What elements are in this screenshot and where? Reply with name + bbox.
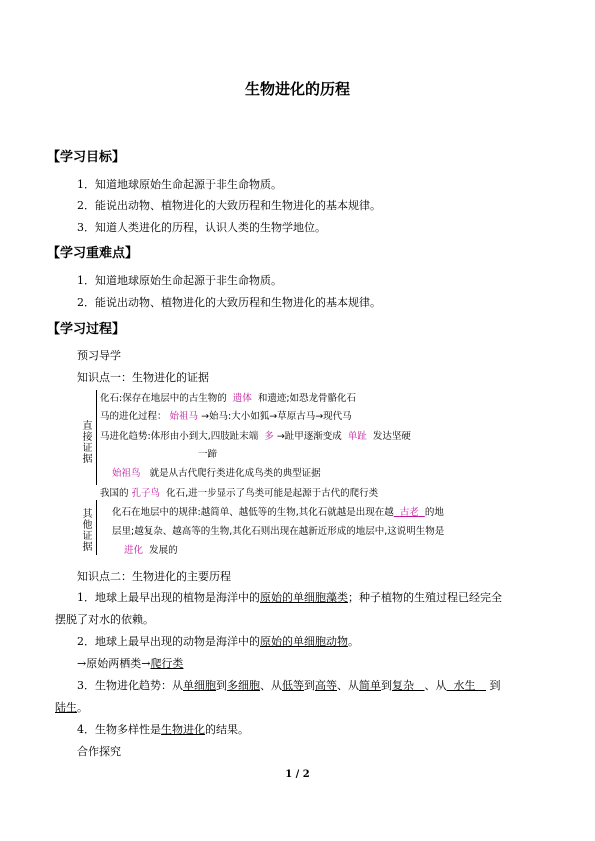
key-point-item: 1．知道地球原始生命起源于非生命物质。 bbox=[77, 274, 282, 287]
objectives-heading: 【学习目标】 bbox=[47, 150, 126, 165]
diagram-row: 马的进化过程： 始祖马 →始马:大小如狐→草原古马→现代马 bbox=[100, 411, 352, 422]
objective-item: 2．能说出动物、植物进化的大致历程和生物进化的基本规律。 bbox=[77, 199, 381, 212]
paragraph: 摆脱了对水的依赖。 bbox=[55, 613, 154, 626]
diagram-row: 进化 发展的 bbox=[124, 545, 178, 556]
paragraph: 4．生物多样性是生物进化的结果。 bbox=[77, 723, 249, 736]
objective-item: 3．知道人类进化的历程，认识人类的生物学地位。 bbox=[77, 221, 326, 234]
process-heading: 【学习过程】 bbox=[47, 322, 126, 337]
preview-label: 预习导学 bbox=[77, 349, 121, 362]
paragraph: 3．生物进化趋势：从单细胞到多细胞、从低等到高等、从简单到复杂 、从 水生 到 bbox=[77, 679, 501, 692]
label-other-evidence: 其他证据 bbox=[80, 508, 91, 552]
knowledge-point-2: 知识点二：生物进化的主要历程 bbox=[77, 570, 231, 583]
diagram-row: 化石:保存在地层中的古生物的 遗体 和遗迹;如恐龙骨骼化石 bbox=[100, 393, 357, 404]
label-direct-evidence: 直接证据 bbox=[80, 420, 91, 464]
diagram-row: 马进化趋势:体形由小到大,四肢趾末端 多 →趾甲逐渐变成 单趾 发达坚硬 bbox=[100, 431, 411, 442]
diagram-row: 始祖鸟 就是从古代爬行类进化成鸟类的典型证据 bbox=[112, 468, 321, 479]
paragraph: 1．地球上最早出现的植物是海洋中的原始的单细胞藻类；种子植物的生殖过程已经完全 bbox=[77, 591, 502, 604]
key-point-item: 2．能说出动物、植物进化的大致历程和生物进化的基本规律。 bbox=[77, 296, 381, 309]
objective-item: 1．知道地球原始生命起源于非生命物质。 bbox=[77, 178, 282, 191]
paragraph: →原始两栖类→爬行类 bbox=[77, 657, 184, 670]
diagram-row: 一蹄 bbox=[198, 449, 218, 460]
cooperation-label: 合作探究 bbox=[77, 745, 121, 758]
paragraph: 2．地球上最早出现的动物是海洋中的原始的单细胞动物。 bbox=[77, 635, 359, 648]
diagram-row: 层里;越复杂、越高等的生物,其化石则出现在越新近形成的地层中,这说明生物是 bbox=[112, 526, 445, 537]
knowledge-point-1: 知识点一：生物进化的证据 bbox=[77, 371, 209, 384]
diagram-row: 我国的 孔子鸟 化石,进一步显示了鸟类可能是起源于古代的爬行类 bbox=[100, 488, 379, 499]
key-points-heading: 【学习重难点】 bbox=[47, 246, 139, 261]
brace-other bbox=[96, 500, 97, 555]
brace-direct bbox=[96, 390, 97, 485]
diagram-row: 化石在地层中的规律:越简单、越低等的生物,其化石就越是出现在越 古老 的地 bbox=[112, 507, 444, 518]
page-title: 生物进化的历程 bbox=[244, 80, 350, 98]
paragraph: 陆生。 bbox=[55, 701, 88, 714]
page-number: 1 / 2 bbox=[285, 769, 310, 780]
